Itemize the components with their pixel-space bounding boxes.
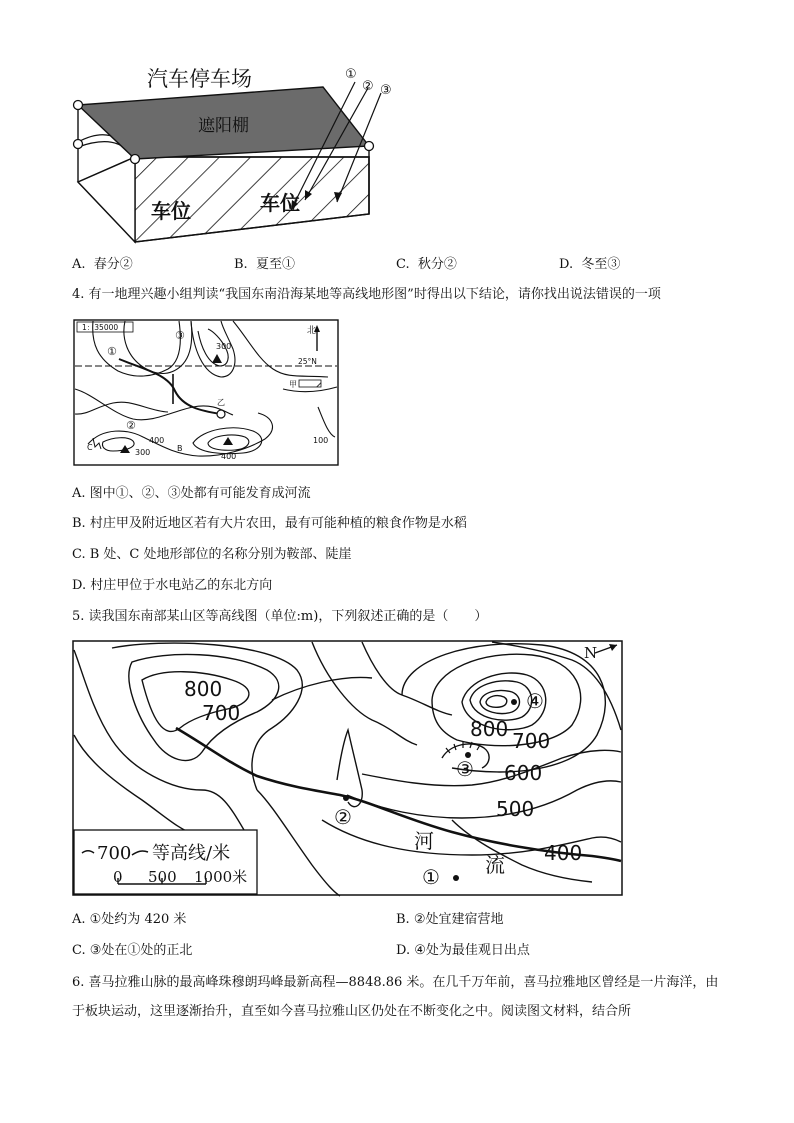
q5-mark-3: ③ xyxy=(456,757,474,781)
q5-stem: 5. 读我国东南部某山区等高线图（单位:m)，下列叙述正确的是（ ） xyxy=(72,609,488,624)
q4-option-a: A. 图中①、②、③处都有可能发育成河流 xyxy=(72,486,311,501)
q5-river-char-1: 河 xyxy=(414,829,434,853)
fig1-canopy-label: 遮阳棚 xyxy=(198,116,249,136)
q4-option-d: D. 村庄甲位于水电站乙的东北方向 xyxy=(72,578,273,593)
fig1-mark-3: ③ xyxy=(380,83,392,98)
q4-stem: 4. 有一地理兴趣小组判读“我国东南沿海某地等高线地形图”时得出以下结论，请你找出说法错误的一项 xyxy=(72,287,661,302)
q4-option-c: C. B 处、C 处地形部位的名称分别为鞍部、陡崖 xyxy=(72,547,352,562)
q4-station: 乙 xyxy=(217,398,225,407)
q5-contour-map xyxy=(72,640,623,897)
q5-scale-0: 0 xyxy=(113,868,123,886)
q4-contour-100: 100 xyxy=(313,436,329,445)
q4-option-b: B. 村庄甲及附近地区若有大片农田，最有可能种植的粮食作物是水稻 xyxy=(72,516,467,531)
q5-mark-1: ① xyxy=(422,865,440,889)
q5-option-a: A. ①处约为 420 米 xyxy=(72,912,187,927)
q4-contour-map xyxy=(73,319,339,467)
fig1-title: 汽车停车场 xyxy=(147,67,252,91)
q3-option-b: B. 夏至① xyxy=(234,257,295,272)
q4-mark-3: ③ xyxy=(175,329,185,342)
q5-contour-700b: 700 xyxy=(512,729,551,753)
q4-contour-300a: 300 xyxy=(216,342,232,351)
q4-contour-400a: 400 xyxy=(149,436,165,445)
parking-lot-figure xyxy=(65,62,405,247)
q5-option-c: C. ③处在①处的正北 xyxy=(72,943,193,958)
q5-scale-1000: 1000米 xyxy=(194,868,248,886)
q4-contour-400b: 400 xyxy=(221,452,237,461)
q4-lat: 25°N xyxy=(298,357,317,366)
q5-north: N xyxy=(584,644,598,662)
q5-river-char-2: 流 xyxy=(485,853,505,877)
q4-label-b: B xyxy=(177,444,183,453)
q5-contour-400: 400 xyxy=(544,841,583,865)
q4-north: 北 xyxy=(307,326,317,336)
fig1-mark-2: ② xyxy=(362,79,374,94)
q4-scale: 1：35000 xyxy=(82,323,119,332)
fig1-slot-left: 车位 xyxy=(151,199,191,223)
q4-label-c: C xyxy=(87,443,93,452)
q5-option-b: B. ②处宜建宿营地 xyxy=(396,912,504,927)
q5-mark-2: ② xyxy=(334,805,352,829)
q4-mark-2: ② xyxy=(126,419,136,432)
fig1-mark-1: ① xyxy=(345,67,357,82)
q5-scale-500: 500 xyxy=(148,868,177,886)
q3-option-a: A. 春分② xyxy=(72,257,133,272)
q5-contour-600: 600 xyxy=(504,761,543,785)
q5-contour-800b: 800 xyxy=(470,717,509,741)
q5-mark-4: ④ xyxy=(526,689,544,713)
q5-contour-500: 500 xyxy=(496,797,535,821)
q5-legend-value: 700 xyxy=(97,843,132,864)
q5-option-d: D. ④处为最佳观日出点 xyxy=(396,943,530,958)
q4-village: 甲 xyxy=(289,380,297,389)
q6-text: 6. 喜马拉雅山脉的最高峰珠穆朗玛峰最新高程—8848.86 米。在几千万年前，喜马拉雅地区曾经是一片海洋，由于板块运动，这里逐渐抬升，直至如今喜马拉雅山区仍处在不断变化之中。阅读图文材料，结合所 xyxy=(72,975,719,1019)
q5-contour-800a: 800 xyxy=(184,677,223,701)
q4-mark-1: ① xyxy=(107,345,117,358)
q5-legend-label: 等高线/米 xyxy=(152,843,231,864)
q3-option-d: D. 冬至③ xyxy=(559,257,621,272)
fig1-slot-right: 车位 xyxy=(260,191,300,215)
q4-contour-300b: 300 xyxy=(135,448,151,457)
q3-option-c: C. 秋分② xyxy=(396,257,457,272)
q5-contour-700a: 700 xyxy=(202,701,241,725)
